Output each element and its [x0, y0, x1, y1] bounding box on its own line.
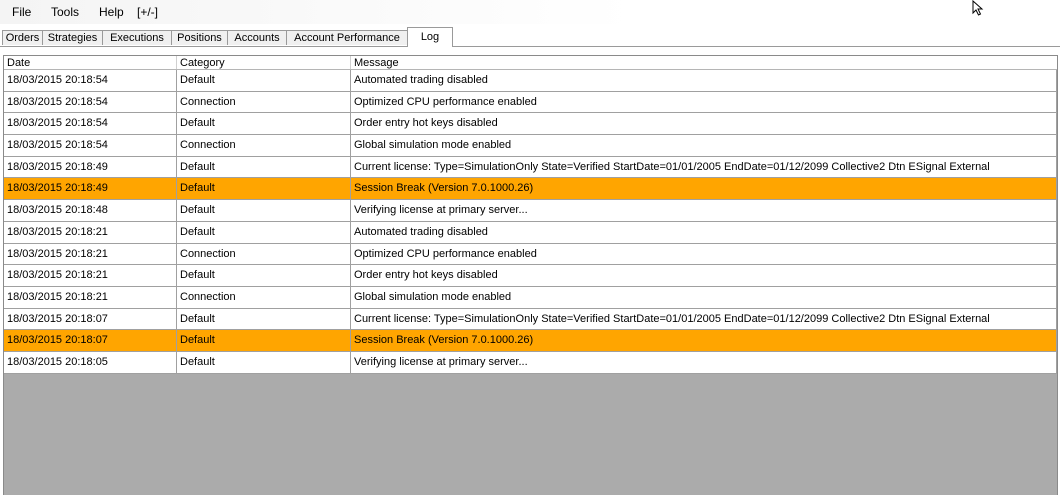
- log-message-cell: Verifying license at primary server...: [351, 352, 1057, 373]
- log-row[interactable]: [4, 135, 1057, 157]
- log-category-cell: Default: [177, 330, 351, 351]
- log-message-cell: Order entry hot keys disabled: [351, 113, 1057, 134]
- log-message-cell: Order entry hot keys disabled: [351, 265, 1057, 286]
- log-grid[interactable]: [3, 55, 1058, 495]
- log-row[interactable]: [4, 113, 1057, 135]
- menu-toggle-panels[interactable]: [+/-]: [137, 5, 159, 19]
- log-message-cell: Current license: Type=SimulationOnly State=Verified StartDate=01/01/2005 EndDate=01/12/2099 Collective2 Dtn ESignal External: [351, 157, 1057, 178]
- log-date-cell: 18/03/2015 20:18:21: [4, 222, 177, 243]
- log-category-cell: Default: [177, 265, 351, 286]
- log-message-cell: Global simulation mode enabled: [351, 135, 1057, 156]
- log-date-cell: 18/03/2015 20:18:21: [4, 287, 177, 308]
- log-category-cell: Connection: [177, 287, 351, 308]
- tab-orders[interactable]: Orders: [2, 30, 43, 45]
- log-category-cell: Connection: [177, 92, 351, 113]
- tab-account-performance[interactable]: Account Performance: [286, 30, 408, 45]
- log-date-cell: 18/03/2015 20:18:49: [4, 178, 177, 199]
- log-date-cell: 18/03/2015 20:18:54: [4, 92, 177, 113]
- log-date-cell: 18/03/2015 20:18:07: [4, 309, 177, 330]
- log-date-cell: 18/03/2015 20:18:49: [4, 157, 177, 178]
- log-date-cell: 18/03/2015 20:18:54: [4, 135, 177, 156]
- log-message-cell: Verifying license at primary server...: [351, 200, 1057, 221]
- log-grid-body: [4, 70, 1057, 374]
- log-row[interactable]: [4, 222, 1057, 244]
- log-row[interactable]: [4, 309, 1057, 331]
- log-row[interactable]: [4, 200, 1057, 222]
- log-category-cell: Default: [177, 309, 351, 330]
- log-category-cell: Default: [177, 70, 351, 91]
- log-row[interactable]: [4, 330, 1057, 352]
- log-row[interactable]: [4, 70, 1057, 92]
- log-message-cell: Global simulation mode enabled: [351, 287, 1057, 308]
- menu-help[interactable]: Help: [99, 5, 124, 19]
- tab-log[interactable]: Log: [407, 27, 453, 47]
- menu-tools[interactable]: Tools: [51, 5, 80, 19]
- log-row[interactable]: [4, 157, 1057, 179]
- tab-executions[interactable]: Executions: [102, 30, 172, 45]
- log-category-cell: Default: [177, 113, 351, 134]
- log-date-cell: 18/03/2015 20:18:05: [4, 352, 177, 373]
- log-category-cell: Default: [177, 352, 351, 373]
- log-row[interactable]: [4, 244, 1057, 266]
- tab-accounts[interactable]: Accounts: [227, 30, 287, 45]
- tab-strip: [0, 24, 1060, 47]
- column-header-date[interactable]: Date: [4, 56, 177, 69]
- tab-positions[interactable]: Positions: [171, 30, 228, 45]
- column-header-category[interactable]: Category: [177, 56, 351, 69]
- log-date-cell: 18/03/2015 20:18:48: [4, 200, 177, 221]
- log-row[interactable]: [4, 352, 1057, 374]
- log-row[interactable]: [4, 265, 1057, 287]
- log-date-cell: 18/03/2015 20:18:07: [4, 330, 177, 351]
- log-message-cell: Session Break (Version 7.0.1000.26): [351, 330, 1057, 351]
- log-category-cell: Default: [177, 157, 351, 178]
- log-date-cell: 18/03/2015 20:18:54: [4, 70, 177, 91]
- menu-file[interactable]: File: [12, 5, 32, 19]
- log-message-cell: Automated trading disabled: [351, 222, 1057, 243]
- log-date-cell: 18/03/2015 20:18:21: [4, 265, 177, 286]
- log-row[interactable]: [4, 287, 1057, 309]
- menu-bar: [0, 0, 1060, 24]
- log-category-cell: Default: [177, 222, 351, 243]
- log-date-cell: 18/03/2015 20:18:21: [4, 244, 177, 265]
- log-message-cell: Optimized CPU performance enabled: [351, 92, 1057, 113]
- mouse-cursor-icon: [972, 0, 986, 16]
- log-grid-header: [4, 56, 1057, 70]
- log-message-cell: Current license: Type=SimulationOnly State=Verified StartDate=01/01/2005 EndDate=01/12/2099 Collective2 Dtn ESignal External: [351, 309, 1057, 330]
- log-row[interactable]: [4, 92, 1057, 114]
- tab-strategies[interactable]: Strategies: [42, 30, 103, 45]
- log-category-cell: Default: [177, 200, 351, 221]
- log-date-cell: 18/03/2015 20:18:54: [4, 113, 177, 134]
- log-message-cell: Session Break (Version 7.0.1000.26): [351, 178, 1057, 199]
- log-category-cell: Connection: [177, 135, 351, 156]
- log-category-cell: Connection: [177, 244, 351, 265]
- log-row[interactable]: [4, 178, 1057, 200]
- log-category-cell: Default: [177, 178, 351, 199]
- column-header-message[interactable]: Message: [354, 57, 399, 69]
- log-message-cell: Automated trading disabled: [351, 70, 1057, 91]
- log-message-cell: Optimized CPU performance enabled: [351, 244, 1057, 265]
